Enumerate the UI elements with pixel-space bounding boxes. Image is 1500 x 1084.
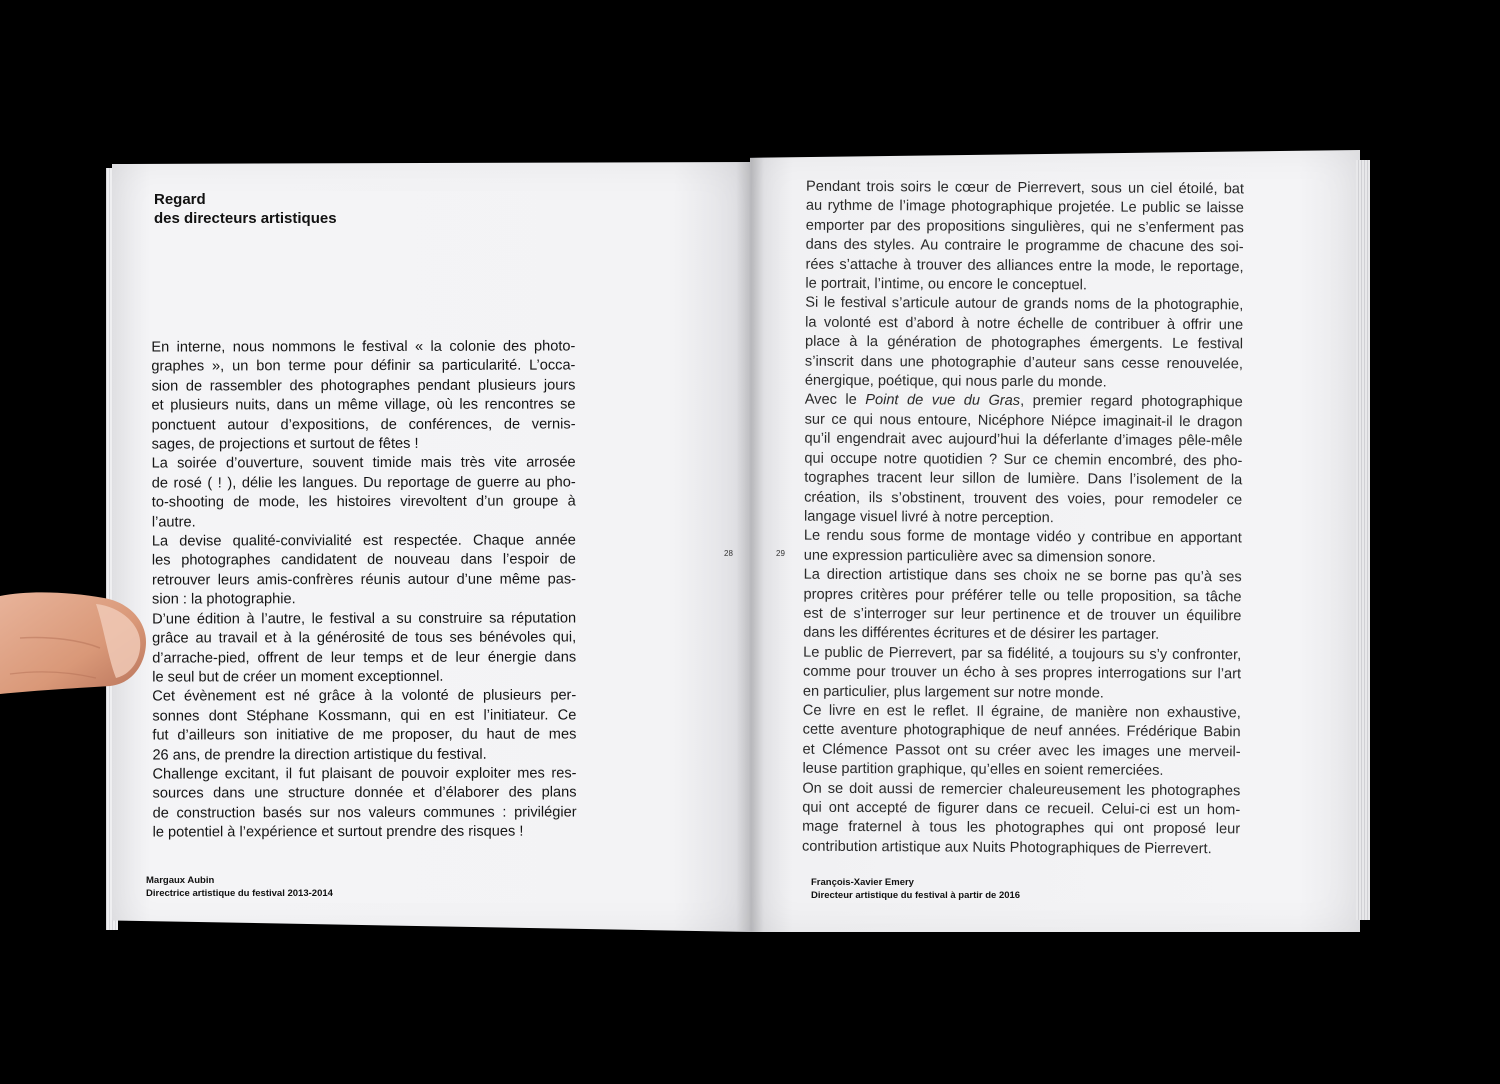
- text-line: et plusieurs nuits, dans un même village, où les rencontres se: [151, 396, 576, 414]
- paragraph: [804, 391, 1243, 530]
- text-line: le potentiel à l’expérience et surtout prendre des risques !: [152, 823, 524, 841]
- text-line: une expression particulière avec sa dimension sonore.: [803, 547, 1156, 566]
- text-line: tographes tracent leur sillon de lumière. Dans l’isolement de la: [804, 469, 1243, 489]
- text-line: et Clémence Passot ont su créer avec les images une merveil-: [802, 741, 1241, 761]
- text-line: fut d’ailleurs son initiative de me proposer, du haut de mes: [152, 726, 577, 744]
- text-line: sages, de projections et surtout de fêtes !: [151, 435, 419, 453]
- text-line: [805, 391, 1243, 413]
- paragraph: [152, 764, 576, 843]
- page-number-right: 29: [776, 549, 785, 558]
- paragraph: [804, 527, 1242, 568]
- text-line: Cet évènement est né grâce à la volonté de plusieurs per-: [152, 687, 577, 705]
- text-line: contribution artistique aux Nuits Photographiques de Pierrevert.: [801, 838, 1212, 857]
- text-line: qui occupe notre quotidien ? Sur ce chemin encombré, des pho-: [804, 450, 1243, 470]
- signature-role: Directeur artistique du festival à partir de 2016: [811, 890, 1021, 901]
- text-line: sources dans une structure donnée et d’élaborer des plans: [152, 784, 577, 802]
- text-line: La soirée d’ouverture, souvent timide mais très vite arrosée: [151, 454, 576, 472]
- paragraph: [802, 702, 1240, 782]
- paragraph: [803, 566, 1241, 646]
- signature-name: Margaux Aubin: [146, 875, 215, 886]
- text-line: ponctuent autour d’expositions, de conférences, de vernis-: [151, 416, 576, 434]
- text-line: Pendant trois soirs le cœur de Pierrevert, sous un ciel étoilé, bat: [805, 178, 1245, 198]
- page-number-left: 28: [724, 549, 733, 558]
- paragraph: [151, 337, 575, 455]
- book-gutter: [736, 158, 764, 932]
- text-line: dans les différentes écritures et de désirer les partager.: [803, 625, 1160, 644]
- paragraph: [802, 779, 1240, 859]
- text-line: de construction basés sur nos valeurs communes : privilégier: [152, 804, 577, 822]
- right-page-edges: [1356, 160, 1370, 920]
- text-segment: , premier regard photographique: [1020, 393, 1243, 411]
- text-line: qui ont accepté de figurer dans ce recueil. Celui-ci est un hom-: [802, 799, 1241, 819]
- text-line: de rosé ( ! ), délie les langues. Du reportage de guerre au pho-: [151, 474, 576, 492]
- text-line: sonnes dont Stéphane Kossmann, qui en est l’initiateur. Ce: [152, 707, 577, 725]
- text-line: l’autre.: [151, 514, 196, 531]
- text-line: d’arrache-pied, offrent de leur temps et de leur énergie dans: [152, 648, 577, 667]
- text-line: Le public de Pierrevert, par sa fidélité, a toujours su s’y confronter,: [803, 644, 1242, 664]
- text-line: langage visuel livré à notre perception.: [803, 508, 1054, 527]
- text-line: mage fraternel à tous les photographes qui ont proposé leur: [802, 819, 1241, 838]
- italic-title: Point de vue du Gras: [865, 392, 1021, 410]
- heading-line: Regard: [154, 191, 206, 208]
- text-line: sur ce qui nous entoure, Nicéphore Niépce imaginait-il le dragon: [804, 411, 1243, 431]
- text-line: cette aventure photographique de neuf années. Frédérique Babin: [802, 722, 1241, 741]
- paragraph: [152, 454, 576, 533]
- text-line: la volonté est d’abord à notre échelle de contribuer à offrir une: [805, 314, 1244, 334]
- right-body-text: [802, 178, 1244, 860]
- paragraph: [803, 643, 1241, 704]
- text-line: emporter par des propositions singulières, qui ne s’enferment pas: [805, 217, 1244, 237]
- text-line: les photographes candidatent de nouveau dans l’espoir de: [151, 551, 576, 570]
- text-line: le portrait, l’intime, ou encore le conceptuel.: [805, 275, 1087, 294]
- text-line: Challenge excitant, il fut plaisant de pouvoir exploiter mes res-: [152, 765, 577, 783]
- text-line: s’inscrit dans une photographie d’auteur sans cesse renouvelée,: [804, 353, 1243, 372]
- text-line: La devise qualité-convivialité est respectée. Chaque année: [151, 532, 576, 550]
- signature-right: [811, 876, 1020, 902]
- text-line: Ce livre en est le reflet. Il égraine, de manière non exhaustive,: [802, 702, 1241, 722]
- paragraph: [805, 178, 1244, 297]
- text-line: La direction artistique dans ses choix ne se borne pas qu’à ses: [803, 566, 1242, 586]
- text-line: sion de rassembler des photographes pendant plusieurs jours: [151, 377, 576, 395]
- text-line: retrouver leurs amis-confrères réunis autour d’une même pas-: [151, 571, 576, 589]
- signature-left: [146, 874, 333, 900]
- text-line: propres critères pour préférer telle ou telle proposition, sa tâche: [803, 586, 1242, 605]
- text-line: sion : la photographie.: [152, 591, 296, 608]
- heading-line: des directeurs artistiques: [154, 210, 337, 227]
- text-line: graphes », un bon terme pour définir sa particularité. L’occa-: [151, 357, 576, 375]
- paragraph: [152, 532, 576, 611]
- signature-role: Directrice artistique du festival 2013-2014: [146, 888, 333, 899]
- text-line: On se doit aussi de remercier chaleureusement les photographes: [802, 780, 1241, 799]
- text-line: grâce au travail et à la générosité de tous ses bénévoles qui,: [152, 629, 577, 647]
- text-line: Le rendu sous forme de montage vidéo y contribue en apportant: [803, 527, 1242, 547]
- text-line: au rythme de l’image photographique projetée. Le public se laisse: [805, 198, 1244, 217]
- text-line: comme pour trouver un écho à ses propres interrogations sur l’art: [803, 663, 1242, 683]
- text-line: place à la génération de photographes émergents. Le festival: [805, 333, 1244, 353]
- paragraph: [152, 687, 576, 766]
- paragraph: [152, 609, 576, 688]
- signature-name: François-Xavier Emery: [811, 877, 914, 888]
- text-line: énergique, poétique, qui nous parle du monde.: [804, 372, 1107, 391]
- text-line: 26 ans, de prendre la direction artistique du festival.: [152, 746, 487, 764]
- section-heading: [154, 190, 337, 228]
- text-line: est de s’interroger sur leur pertinence et de trouver un équilibre: [803, 605, 1242, 625]
- text-line: le seul but de créer un moment exceptionnel.: [152, 668, 444, 686]
- text-line: dans des styles. Au contraire le programme de chacune des soi-: [805, 236, 1244, 256]
- text-segment: Avec le: [804, 392, 866, 409]
- text-line: D’une édition à l’autre, le festival a su construire sa réputation: [152, 610, 577, 628]
- text-line: rées s’attache à trouver des alliances entre la mode, le reportage,: [805, 256, 1244, 275]
- hand-holding-book: [0, 578, 150, 708]
- text-line: en particulier, plus largement sur notre monde.: [802, 683, 1104, 702]
- left-body-text: [151, 337, 576, 843]
- text-line: En interne, nous nommons le festival « la colonie des photo-: [151, 338, 576, 356]
- paragraph: [805, 294, 1244, 394]
- text-line: leuse partition graphique, qu’elles en soient remerciées.: [802, 760, 1164, 780]
- text-line: création, ils s’obstinent, trouvent des voies, pour remodeler ce: [804, 489, 1243, 508]
- text-line: to-shooting de mode, les histoires virevoltent d’un groupe à: [151, 493, 576, 511]
- text-line: Si le festival s’articule autour de grands noms de la photographie,: [805, 295, 1244, 314]
- text-line: qu’il engendrait avec aujourd’hui la déferlante d’images pêle-mêle: [804, 430, 1243, 450]
